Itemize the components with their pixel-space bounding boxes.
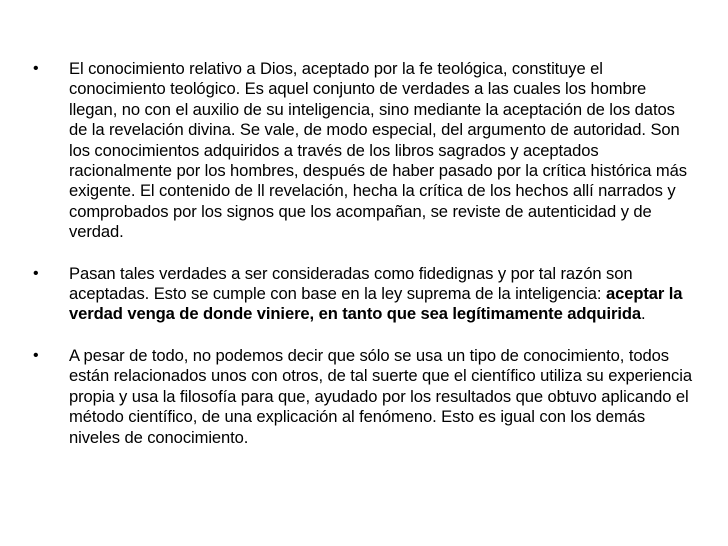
bullet-item-accepted-truths (33, 264, 693, 325)
bullet-point-icon: • (33, 60, 39, 77)
bullet-point-icon: • (33, 346, 39, 364)
bullet-list (33, 59, 693, 448)
bullet-item-related-knowledge (33, 346, 693, 448)
bullet-text-bold: aceptar la verdad venga de donde viniere, en tanto que sea legítimamente adquirida (69, 284, 683, 324)
bullet-text-end: . (641, 304, 646, 324)
bullet-text (69, 264, 682, 324)
bullet-text: A pesar de todo, no podemos decir que sólo se usa un tipo de conocimiento, todos están relacionados unos con otros, de tal suerte que el científico utiliza su experiencia propia y usa la filosofía para que, ayudado por los resultados que obtuvo aplicando el método científico, de una explicación al fenómeno. Esto es igual con los demás niveles de conocimiento. (69, 345, 692, 447)
bullet-item-theological-knowledge (33, 59, 693, 243)
bullet-text-plain: Pasan tales verdades a ser consideradas como fidedignas y por tal razón son aceptadas. Esto se cumple con base en la ley suprema de la inteligencia: (69, 263, 633, 304)
bullet-point-icon: • (33, 264, 39, 282)
bullet-text: El conocimiento relativo a Dios, aceptado por la fe teológica, constituye el conocimiento teológico. Es aquel conjunto de verdades a las cuales los hombre llegan, no con el auxilio de su inteligencia, sino mediante la aceptación de los datos de la revelación divina. Se vale, de modo especial, del argumento de autoridad. Son los conocimientos adquiridos a través de los libros sagrados y aceptados racionalmente por los hombres, después de haber pasado por la crítica histórica más exigente. El contenido de ll revelación, hecha la crítica de los hechos allí narrados y comprobados por los signos que los acompañan, se reviste de autenticidad y de verdad. (69, 59, 687, 242)
